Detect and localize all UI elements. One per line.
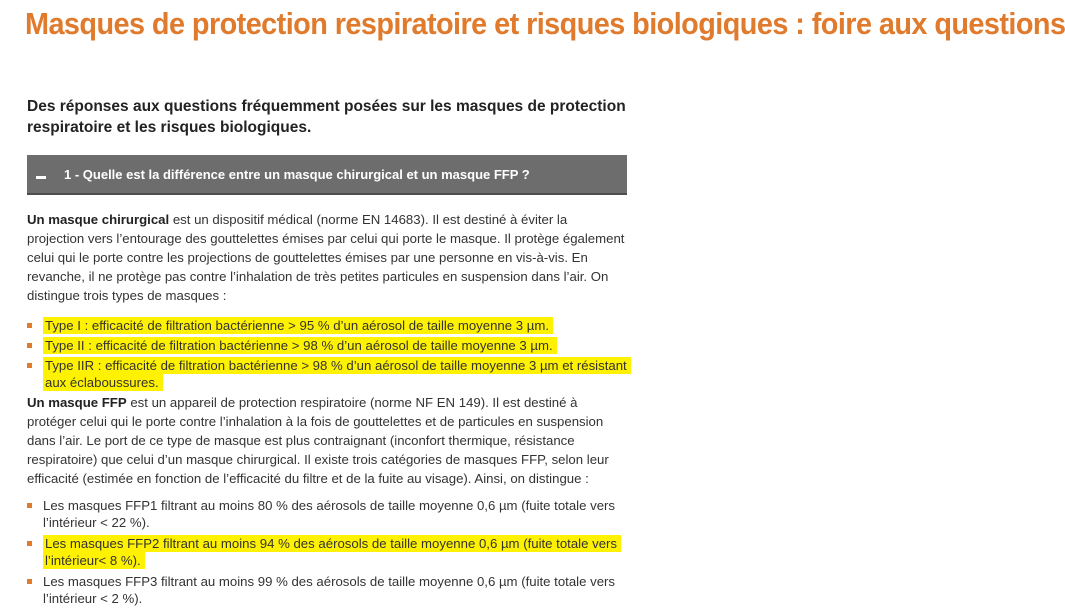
highlighted-text: Type IIR : efficacité de filtration bactérienne > 98 % d’un aérosol de taille moyenne 3 µm et résistant aux éclaboussures. — [43, 357, 631, 391]
bullet-square-icon — [27, 343, 32, 348]
surgical-mask-text: est un dispositif médical (norme EN 14683). Il est destiné à éviter la projection vers l’entourage des gouttelettes émises par celui qui porte le masque. Il protège également celui qui le porte contre les projections de gouttelettes émises par une personne en vis-à-vis. En revanche, il ne protège pas contre l’inhalation de très petites particules en suspension dans l’air. On distingue trois types de masques : — [27, 212, 625, 303]
ffp-mask-lead: Un masque FFP — [27, 395, 127, 410]
surgical-mask-paragraph — [27, 210, 627, 305]
list-item — [27, 573, 627, 607]
highlighted-text: Type II : efficacité de filtration bactérienne > 98 % d’un aérosol de taille moyenne 3 µm. — [43, 337, 557, 354]
faq-question-1-label: 1 - Quelle est la différence entre un masque chirurgical et un masque FFP ? — [64, 166, 530, 182]
ffp-mask-text: est un appareil de protection respiratoire (norme NF EN 149). Il est destiné à protéger celui qui le porte contre l’inhalation à la fois de gouttelettes et de particules en suspension dans l’air. Le port de ce type de masque est plus contraignant (inconfort thermique, résistance respiratoire) que celui d’un masque chirurgical. Il existe trois catégories de masques FFP, selon leur efficacité (estimée en fonction de l’efficacité du filtre et de la fuite au visage). Ainsi, on distingue : — [27, 395, 609, 486]
highlighted-text: Les masques FFP2 filtrant au moins 94 % des aérosols de taille moyenne 0,6 µm (fuite totale vers l’intérieur< 8 %). — [43, 535, 621, 569]
bullet-square-icon — [27, 363, 32, 368]
highlighted-text: Type I : efficacité de filtration bactérienne > 95 % d’un aérosol de taille moyenne 3 µm. — [43, 317, 553, 334]
list-item — [27, 357, 627, 391]
bullet-square-icon — [27, 579, 32, 584]
faq-question-1-header[interactable] — [27, 155, 627, 193]
list-item — [27, 497, 627, 531]
collapse-icon[interactable] — [36, 176, 46, 179]
surgical-types-list — [27, 317, 627, 394]
list-item-text: Les masques FFP3 filtrant au moins 99 % des aérosols de taille moyenne 0,6 µm (fuite totale vers l’intérieur < 2 %). — [43, 574, 616, 606]
surgical-mask-lead: Un masque chirurgical — [27, 212, 170, 227]
list-item — [27, 337, 627, 354]
bullet-square-icon — [27, 503, 32, 508]
list-item — [27, 535, 627, 569]
ffp-types-list — [27, 497, 627, 610]
page-subtitle: Des réponses aux questions fréquemment posées sur les masques de protection respiratoire et les risques biologiques. — [27, 98, 626, 136]
bullet-square-icon — [27, 541, 32, 546]
list-item — [27, 317, 627, 334]
page-title: Masques de protection respiratoire et risques biologiques : foire aux questions — [25, 6, 1065, 41]
ffp-mask-paragraph — [27, 393, 627, 488]
list-item-text: Les masques FFP1 filtrant au moins 80 % des aérosols de taille moyenne 0,6 µm (fuite totale vers l’intérieur < 22 %). — [43, 498, 616, 530]
bullet-square-icon — [27, 323, 32, 328]
